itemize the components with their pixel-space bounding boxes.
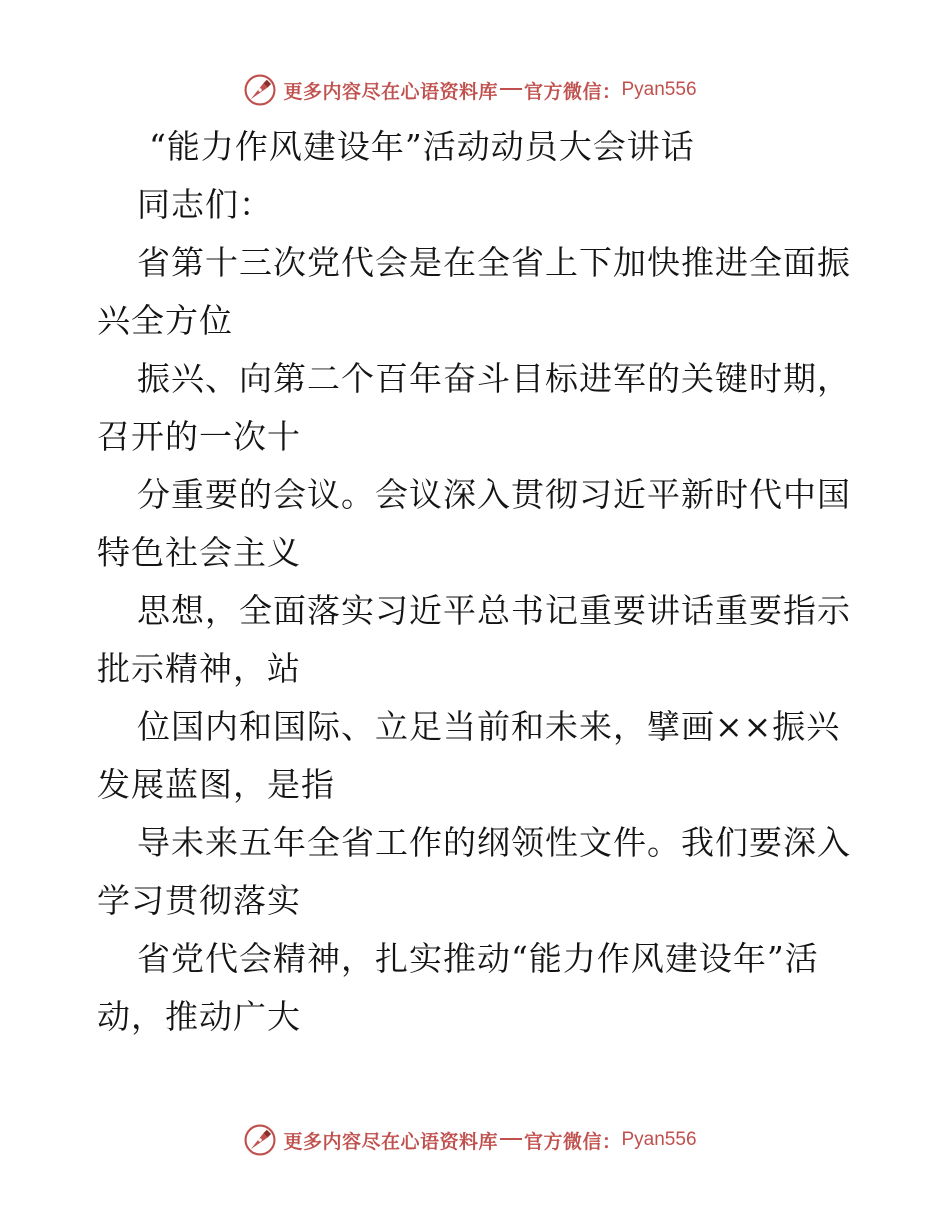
text-line: 发展蓝图，是指	[97, 765, 335, 804]
watermark-group	[243, 73, 696, 107]
pen-nib-logo-icon	[243, 1123, 277, 1157]
document-title: “能力作风建设年”活动动员大会讲话	[149, 127, 695, 166]
watermark-label: 官方微信：	[523, 1130, 622, 1153]
text-line: 位国内和国际、立足当前和未来，擘画××振兴	[137, 707, 841, 746]
text-line: 动，推动广大	[97, 997, 301, 1036]
text-line: 思想，全面落实习近平总书记重要讲话重要指示	[137, 591, 851, 630]
watermark-account: Pyan556	[621, 79, 697, 100]
document-body	[97, 118, 857, 1046]
watermark-group	[243, 1123, 696, 1157]
header-watermark	[0, 70, 950, 110]
text-line: 省党代会精神，扎实推动“能力作风建设年”活	[137, 939, 819, 978]
paragraph	[97, 234, 857, 1046]
text-line: 特色社会主义	[97, 533, 301, 572]
text-line: 批示精神，站	[97, 649, 301, 688]
salutation: 同志们：	[137, 185, 273, 224]
text-line: 召开的一次十	[97, 417, 301, 456]
watermark-account: Pyan556	[621, 1129, 697, 1150]
watermark-dash	[500, 88, 522, 90]
watermark-brand: 更多内容尽在心语资料库	[283, 1130, 498, 1153]
footer-watermark	[0, 1120, 950, 1160]
text-line: 振兴、向第二个百年奋斗目标进军的关键时期，	[137, 359, 851, 398]
watermark-label: 官方微信：	[523, 80, 622, 103]
text-line: 导未来五年全省工作的纲领性文件。我们要深入	[137, 823, 851, 862]
text-line: 省第十三次党代会是在全省上下加快推进全面振	[137, 243, 851, 282]
text-line: 兴全方位	[97, 301, 233, 340]
watermark-brand: 更多内容尽在心语资料库	[283, 80, 498, 103]
watermark-dash	[500, 1138, 522, 1140]
text-line: 学习贯彻落实	[97, 881, 301, 920]
pen-nib-logo-icon	[243, 73, 277, 107]
text-line: 分重要的会议。会议深入贯彻习近平新时代中国	[137, 475, 851, 514]
